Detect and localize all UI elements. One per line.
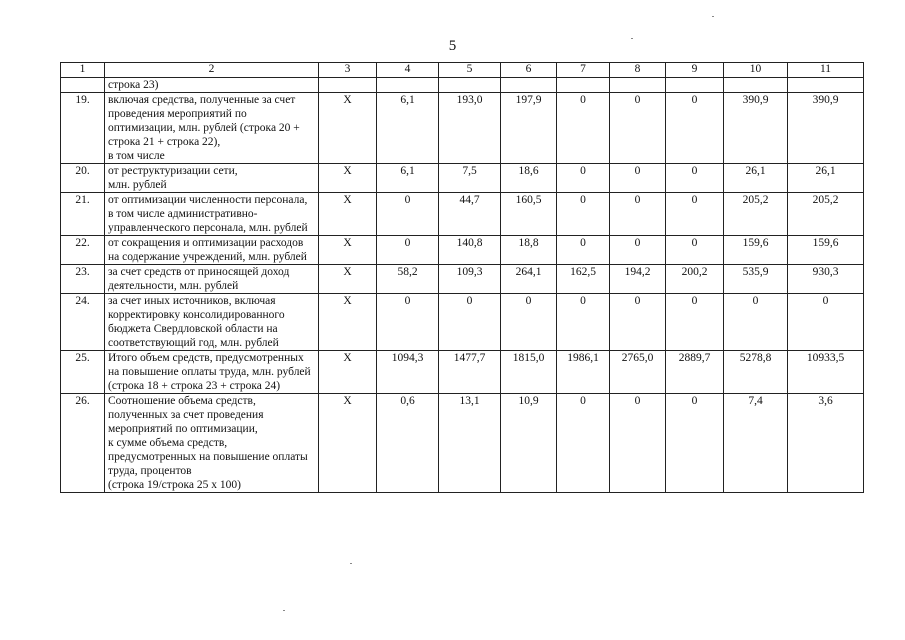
column-header: 11: [788, 63, 864, 78]
row-value: 26,1: [788, 164, 864, 193]
row-value: 0: [610, 394, 666, 493]
row-number: 21.: [61, 193, 105, 236]
column-header: 1: [61, 63, 105, 78]
row-value: 44,7: [439, 193, 501, 236]
row-description: от оптимизации численности персонала, в том числе административно-управленческого персонала, млн. рублей: [105, 193, 319, 236]
row-value: 197,9: [501, 93, 557, 164]
row-unit-mark: [319, 78, 377, 93]
row-value: 0: [666, 294, 724, 351]
row-unit-mark: Х: [319, 236, 377, 265]
row-value: 13,1: [439, 394, 501, 493]
row-value: 160,5: [501, 193, 557, 236]
row-value: 1477,7: [439, 351, 501, 394]
row-value: 10,9: [501, 394, 557, 493]
row-value: 930,3: [788, 265, 864, 294]
row-description: Соотношение объема средств, полученных за счет проведения мероприятий по оптимизации, к сумме объема средств, предусмотренных на повышение оплаты труда, процентов (строка 19/строка 25 х 100): [105, 394, 319, 493]
table-body: [61, 78, 864, 493]
row-description: за счет иных источников, включая корректировку консолидированного бюджета Свердловской области на соответствующий год, млн. рублей: [105, 294, 319, 351]
row-unit-mark: Х: [319, 394, 377, 493]
row-value: 0: [666, 164, 724, 193]
row-value: 3,6: [788, 394, 864, 493]
page-number: 5: [448, 38, 457, 54]
row-value: 0: [439, 294, 501, 351]
row-value: 0: [610, 193, 666, 236]
row-value: 205,2: [788, 193, 864, 236]
row-value: 264,1: [501, 265, 557, 294]
row-unit-mark: Х: [319, 193, 377, 236]
row-unit-mark: Х: [319, 93, 377, 164]
column-header: 3: [319, 63, 377, 78]
row-value: [610, 78, 666, 93]
row-value: 0: [724, 294, 788, 351]
row-value: 194,2: [610, 265, 666, 294]
column-header: 2: [105, 63, 319, 78]
row-value: 2889,7: [666, 351, 724, 394]
row-value: 390,9: [788, 93, 864, 164]
row-value: 0: [557, 294, 610, 351]
row-number: 25.: [61, 351, 105, 394]
row-value: 390,9: [724, 93, 788, 164]
row-value: 1094,3: [377, 351, 439, 394]
row-value: 1986,1: [557, 351, 610, 394]
row-value: 0: [666, 193, 724, 236]
row-value: 26,1: [724, 164, 788, 193]
row-value: 0: [610, 236, 666, 265]
row-value: 6,1: [377, 93, 439, 164]
row-value: 0: [377, 294, 439, 351]
row-value: 0: [557, 164, 610, 193]
row-unit-mark: Х: [319, 265, 377, 294]
column-header: 10: [724, 63, 788, 78]
row-value: 535,9: [724, 265, 788, 294]
row-value: 18,6: [501, 164, 557, 193]
row-value: 5278,8: [724, 351, 788, 394]
row-value: 0: [377, 193, 439, 236]
row-value: 140,8: [439, 236, 501, 265]
data-table: [60, 62, 864, 493]
row-value: 109,3: [439, 265, 501, 294]
row-number: 19.: [61, 93, 105, 164]
row-value: 200,2: [666, 265, 724, 294]
row-value: 159,6: [724, 236, 788, 265]
row-unit-mark: Х: [319, 294, 377, 351]
row-value: 7,4: [724, 394, 788, 493]
column-header: 7: [557, 63, 610, 78]
column-header: 6: [501, 63, 557, 78]
row-value: 18,8: [501, 236, 557, 265]
row-number: 24.: [61, 294, 105, 351]
row-value: [557, 78, 610, 93]
table-row: [61, 236, 864, 265]
table-row: [61, 164, 864, 193]
row-value: 0: [557, 394, 610, 493]
row-value: 10933,5: [788, 351, 864, 394]
row-value: 2765,0: [610, 351, 666, 394]
row-value: 193,0: [439, 93, 501, 164]
table-row: [61, 294, 864, 351]
row-number: [61, 78, 105, 93]
row-value: 58,2: [377, 265, 439, 294]
row-value: 205,2: [724, 193, 788, 236]
header-row: [61, 63, 864, 78]
row-value: 0: [557, 93, 610, 164]
row-value: 0: [557, 236, 610, 265]
row-value: 0: [666, 236, 724, 265]
row-value: [439, 78, 501, 93]
row-description: Итого объем средств, предусмотренных на повышение оплаты труда, млн. рублей (строка 18 + строка 23 + строка 24): [105, 351, 319, 394]
table-row: [61, 193, 864, 236]
row-value: [724, 78, 788, 93]
row-value: [501, 78, 557, 93]
row-value: 0: [557, 193, 610, 236]
row-number: 23.: [61, 265, 105, 294]
row-value: 0: [501, 294, 557, 351]
row-description: от сокращения и оптимизации расходов на содержание учреждений, млн. рублей: [105, 236, 319, 265]
row-unit-mark: Х: [319, 351, 377, 394]
row-description: от реструктуризации сети, млн. рублей: [105, 164, 319, 193]
row-number: 26.: [61, 394, 105, 493]
row-value: 0: [377, 236, 439, 265]
table-row: [61, 265, 864, 294]
row-value: 0: [788, 294, 864, 351]
row-description: включая средства, полученные за счет проведения мероприятий по оптимизации, млн. рублей (строка 20 + строка 21 + строка 22), в том числе: [105, 93, 319, 164]
row-number: 20.: [61, 164, 105, 193]
row-value: [666, 78, 724, 93]
column-header: 8: [610, 63, 666, 78]
row-value: 162,5: [557, 265, 610, 294]
table-row: [61, 351, 864, 394]
row-value: 0: [666, 93, 724, 164]
column-header: 5: [439, 63, 501, 78]
table-row: [61, 93, 864, 164]
row-value: 0: [610, 294, 666, 351]
row-value: [788, 78, 864, 93]
row-value: [377, 78, 439, 93]
row-value: 0: [666, 394, 724, 493]
table-row: [61, 78, 864, 93]
row-value: 159,6: [788, 236, 864, 265]
row-description: за счет средств от приносящей доход деятельности, млн. рублей: [105, 265, 319, 294]
row-value: 1815,0: [501, 351, 557, 394]
row-value: 0,6: [377, 394, 439, 493]
row-value: 7,5: [439, 164, 501, 193]
row-unit-mark: Х: [319, 164, 377, 193]
row-number: 22.: [61, 236, 105, 265]
column-header: 9: [666, 63, 724, 78]
row-value: 0: [610, 164, 666, 193]
row-description: строка 23): [105, 78, 319, 93]
row-value: 6,1: [377, 164, 439, 193]
row-value: 0: [610, 93, 666, 164]
table-row: [61, 394, 864, 493]
column-header: 4: [377, 63, 439, 78]
